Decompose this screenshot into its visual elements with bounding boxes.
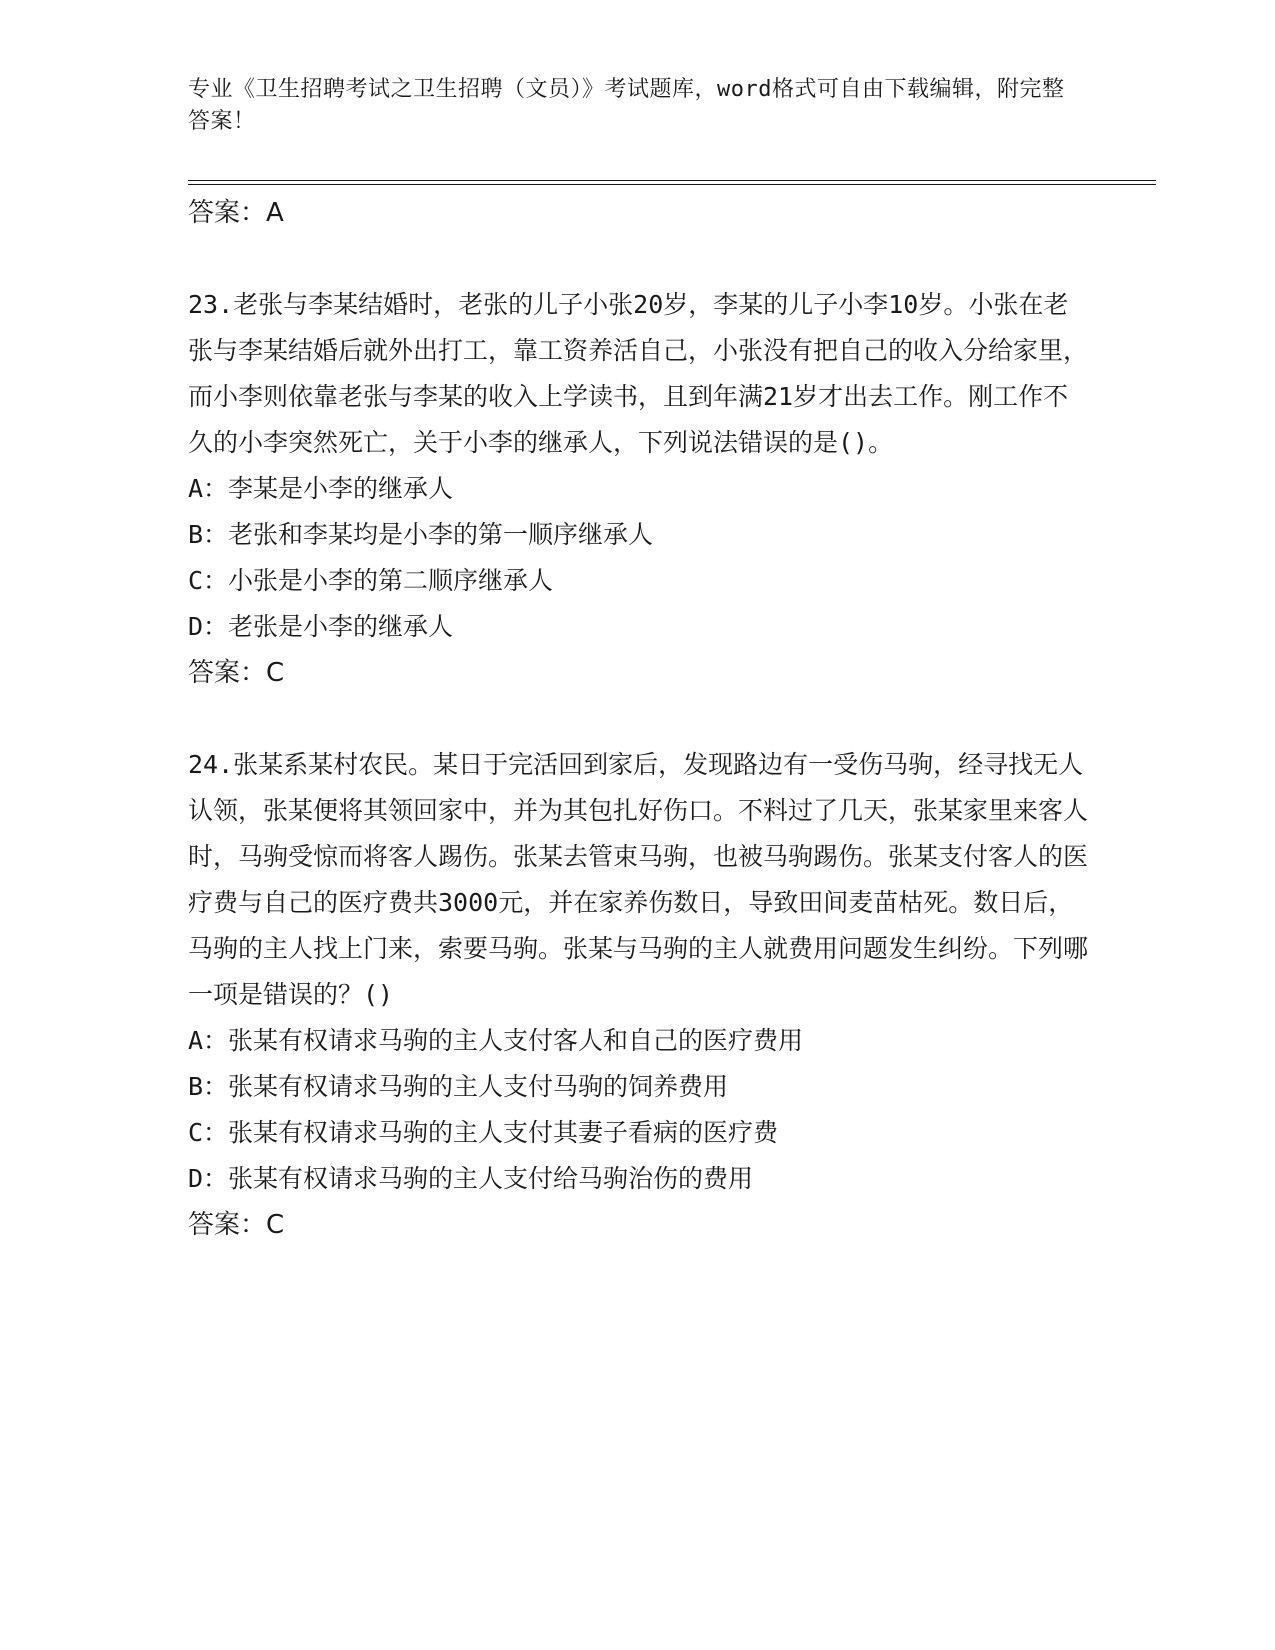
previous-answer: 答案：A [188,198,284,228]
question-23 [188,282,1088,696]
question-text: 24.张某系某村农民。某日于完活回到家后，发现路边有一受伤马驹，经寻找无人认领，张某便将其领回家中，并为其包扎好伤口。不料过了几天，张某家里来客人时，马驹受惊而将客人踢伤。张某去管束马驹，也被马驹踢伤。张某支付客人的医疗费与自己的医疗费共3000元，并在家养伤数日，导致田间麦苗枯死。数日后，马驹的主人找上门来，索要马驹。张某与马驹的主人就费用问题发生纠纷。下列哪一项是错误的？() [188,750,1089,1009]
option-c: C：小张是小李的第二顺序继承人 [188,566,554,595]
answer: 答案：C [188,658,285,688]
option-a: A：张某有权请求马驹的主人支付客人和自己的医疗费用 [188,1026,804,1055]
question-24 [188,742,1088,1248]
option-c: C：张某有权请求马驹的主人支付其妻子看病的医疗费 [188,1118,779,1147]
header-divider [188,180,1156,185]
option-a: A：李某是小李的继承人 [188,474,454,503]
option-b: B：老张和李某均是小李的第一顺序继承人 [188,520,654,549]
option-d: D：老张是小李的继承人 [188,612,454,641]
option-b: B：张某有权请求马驹的主人支付马驹的饲养费用 [188,1072,729,1101]
option-d: D：张某有权请求马驹的主人支付给马驹治伤的费用 [188,1164,754,1193]
document-body [188,190,1088,1248]
document-header: 专业《卫生招聘考试之卫生招聘（文员）》考试题库，word格式可自由下载编辑，附完整答案！ [188,77,1065,134]
question-text: 23.老张与李某结婚时，老张的儿子小张20岁，李某的儿子小李10岁。小张在老张与李某结婚后就外出打工，靠工资养活自己，小张没有把自己的收入分给家里，而小李则依靠老张与李某的收入上学读书，且到年满21岁才出去工作。刚工作不久的小李突然死亡，关于小李的继承人，下列说法错误的是()。 [188,290,1089,457]
answer: 答案：C [188,1210,285,1240]
